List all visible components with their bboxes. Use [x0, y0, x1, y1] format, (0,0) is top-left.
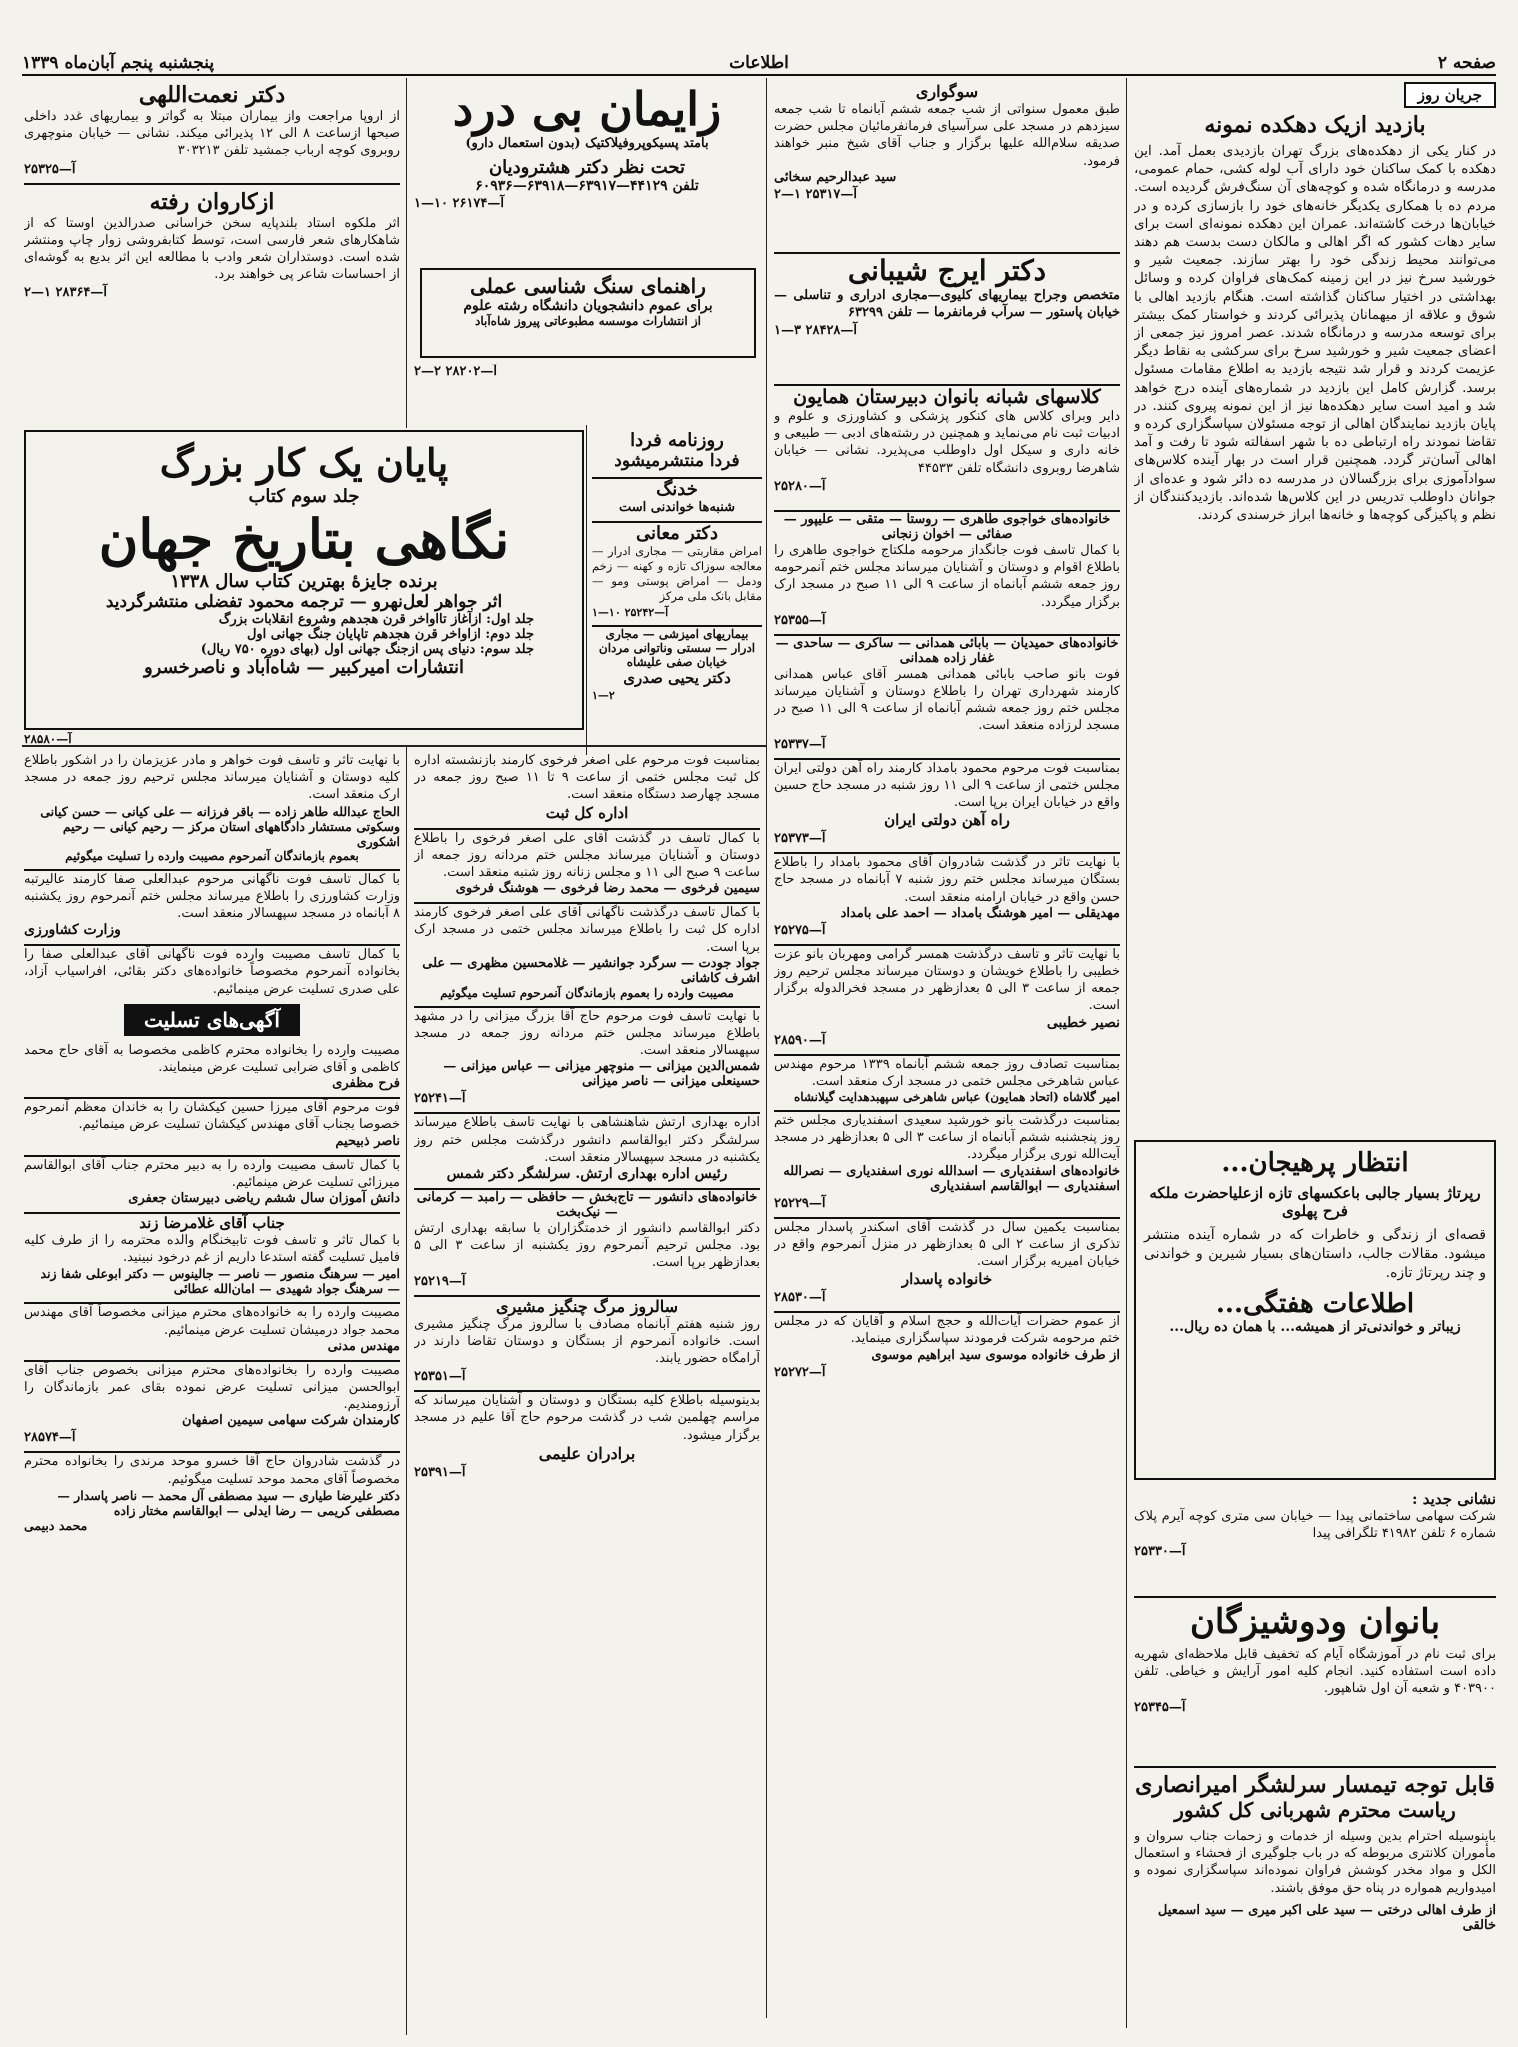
- ad-childbirth: [414, 82, 760, 262]
- notice-ref: آ—۲۵۲۴۱: [414, 1091, 466, 1107]
- notice-signature: رئیس اداره بهداری ارتش. سرلشگر دکتر شمس: [446, 1166, 728, 1183]
- notice-body: فوت مرحوم آقای میرزا حسین کیکشان را به خاندان معظم آنمرحوم خصوصا بجناب آقای مهندس کیکشان تسلیت عرض مینمائیم.: [24, 1097, 400, 1133]
- ad-doctor-name: تحت نظر دکتر هشترودیان: [488, 157, 686, 178]
- ad-address: خیابان صفی علیشاه: [626, 655, 728, 669]
- notice-title: خانواده‌های حمیدیان — بابائی همدانی — ساکری — ساحدی — غفار زاده همدانی: [775, 635, 1119, 666]
- notice-signature: محمد دبیمی: [24, 1517, 88, 1533]
- notice-body: روز شنبه هفتم آبانماه مصادف با سالروز مرگ چنگیز مشیری است. خانواده آنمرحوم از بستگان و دوستان تقاضا دارند در آرامگاه حضور یابند.: [414, 1316, 760, 1367]
- ad-title: انتظار پرهیجان...: [1221, 1148, 1409, 1178]
- book-prize: برنده جایزهٔ بهترین کتاب سال ۱۳۳۸: [170, 571, 438, 592]
- ad-subtitle: بیماریهای امیزشی — مجاری ادرار — سستی وناتوانی مردان: [592, 625, 762, 655]
- notice-signature: مهدیقلی — امیر هوشنگ بامداد — احمد علی بامداد: [840, 905, 1120, 921]
- masthead: [22, 52, 1496, 76]
- news-column: [1134, 82, 1496, 1130]
- ad-title: کلاسهای شبانه بانوان دبیرستان همایون: [793, 386, 1101, 408]
- ad-title: روزنامه فردا: [630, 430, 724, 451]
- paper-name: اطلاعات: [729, 53, 789, 73]
- ad-ref: آ—۲۵۳۳۰: [1134, 1544, 1186, 1560]
- notice-body: طبق معمول سنواتی از شب جمعه ششم آبانماه تا شب جمعه سیزدهم در مسجد علی سرآسیای فرمانفرمائیان مجلس حضرت صدیقه سلام‌الله علیها برگزار و جناب آقای شیخ منبر خواهند فرمود.: [774, 102, 1120, 169]
- notice-body: با کمال تاسف مصیبت وارده را به دبیر محترم جناب آقای ابوالقاسم میرزائی تسلیت عرض مینمائیم.: [24, 1155, 400, 1191]
- notice-body: فوت بانو صاحب بابائی همدانی همسر آقای عباس همدانی کارمند شهرداری تهران را باطلاع دوستان و آشنایان میرساند مجلس ختم روز جمعه ششم آبانماه از ساعت ۹ الی ۱۱ صبح در مسجد لرزاده منعقد است.: [774, 666, 1120, 734]
- ad-subtitle: بامتد پسیکوپروفیلاکتیک (بدون استعمال دارو): [465, 136, 709, 151]
- article-body: در کنار یکی از دهکده‌های بزرگ تهران بازدیدی بعمل آمد. این دهکده با کمک ساکنان خود دارای آب لوله کشی، حمام عمومی، مدرسه و درمانگاه شده و کوچه‌های آن سنگ‌فرش گردیده است. مردم ده با همکاری یکدیگر خانه‌های خود را بازسازی کرده و در خیابان‌ها درخت کاشته‌اند. عمران این دهکده نمونه‌ای است برای سایر دهات کشور که اگر اهالی و مالکان دست بدست هم دهند می‌توانند محیط زندگی خود را بهتر سازند. جمعیت شیر و خورشید سرخ نیز در این زمینه کمک‌های فراوان کرده و وسائل بهداشتی در اختیار ساکنان گذاشته است. هنگام بازدید اهالی با شوق و علاقه از میهمانان پذیرائی کردند و خواستار کمک بیشتر برای توسعه مدرسه و درمانگاه شدند. عصر امروز نیز جمعی از اعضای جمعیت شیر و خورشید سرخ برای سرکشی به نقاط دیگر عزیمت کردند و قرار شد نتیجه بازدید به اطلاع مقامات مسئول برسد. گزارش کامل این بازدید در شماره‌های آینده درج خواهد شد و امید است سایر دهکده‌ها نیز از این نمونه پیروی کنند. در پایان بازدید نمایندگان اهالی از توجه مسئولان سپاسگزاری کرده و تقاضا نمودند راه ارتباطی ده با شهر اسفالته شود تا رفت و آمد اهالی آسان‌تر گردد. همچنین قرار است در بهار آینده کلاس‌های سوادآموزی برای بزرگسالان در مدرسه ده دائر شود و عده‌ای از جوانان داوطلب تدریس در این کلاس‌ها شده‌اند. بازدیدکنندگان از نظم و پاکیزگی کوچه‌ها و خانه‌ها ابراز خرسندی کردند.: [1134, 143, 1496, 524]
- ad-footer-title: اطلاعات هفتگی...: [1215, 1289, 1415, 1319]
- ad-title: نشانی جدید :: [1412, 1490, 1496, 1508]
- notice-body: بمناسبت فوت مرحوم علی اصغر فرخوی کارمند بازنشسته اداره کل ثبت مجلس ختمی از ساعت ۹ تا ۱۱ صبح روز جمعه در مسجد چهارصد دستگاه منعقد است.: [414, 753, 760, 803]
- ad-publisher: از انتشارات موسسه مطبوعاتی پیروز شاه‌آباد: [474, 314, 701, 328]
- notice-body: مصیبت وارده را بخانواده‌های محترم میزانی بخصوص جناب آقای ابوالحسن میزانی تسلیت عرض نموده بقای عمر بازماندگان را آرزومندیم.: [24, 1360, 400, 1414]
- ad-subtitle: فردا منتشرمیشود: [614, 451, 740, 471]
- notice-ref: آ—۲۸۵۷۴: [24, 1430, 76, 1446]
- book-name: نگاهی بتاریخ جهان: [98, 507, 510, 571]
- notice-body: در گذشت شادروان حاج آقا خسرو موحد مرندی را بخانواده محترم مخصوصاً آقای محمد موحد تسلیت میگوئیم.: [24, 1451, 400, 1487]
- book-volume-line: جلد سوم: دنیای پس ازجنگ جهانی اول (بهای دوره ۷۵۰ ریال): [200, 642, 534, 657]
- ad-title: دکتر ایرج شیبانی: [847, 254, 1047, 287]
- notice-ref: آ—۲۵۳۵۱: [414, 1369, 466, 1385]
- ad-subtitle: شنبه‌ها خواندنی است: [618, 500, 736, 515]
- ad-title: بانوان ودوشیزگان: [1189, 1602, 1441, 1642]
- ad-address: [1134, 1490, 1496, 1586]
- notice-signature: برادران علیمی: [538, 1443, 636, 1463]
- ad-ref: آ—۲۵۲۸۰: [774, 478, 826, 494]
- issue-date: پنجشنبه پنجم آبان‌ماه ۱۳۳۹: [22, 53, 215, 73]
- notice-ref: آ—۲۵۲۱۹: [414, 1273, 466, 1289]
- ad-geology-book: [420, 268, 756, 358]
- ad-subtitle: رپرتاژ بسیار جالبی باعکسهای تازه ازعلیاحضرت ملکه فرح پهلوی: [1149, 1184, 1481, 1220]
- notice-signature: کارمندان شرکت سهامی سیمین اصفهان: [182, 1413, 400, 1429]
- notice-ref: آ—۲۵۳۹۱: [414, 1464, 466, 1480]
- ad-title: دکتر معانی: [592, 521, 762, 544]
- notice-title: جناب آقای غلامرضا زند: [24, 1212, 400, 1232]
- ad-ref: آ—۲۵۳۲۵: [24, 161, 76, 177]
- ad-doctor: [774, 252, 1120, 382]
- notice-signature: سیمین فرخوی — محمد رضا فرخوی — هوشنگ فرخوی: [455, 881, 760, 897]
- ad-doctor-name: دکتر یحیی صدری: [623, 669, 731, 687]
- notice-signature: خانواده‌های اسفندیاری — اسدالله نوری اسفندیاری — نصرالله اسفندیاری — ابوالقاسم اسفندیاری: [783, 1163, 1120, 1194]
- ad-body: برای ثبت نام در آموزشگاه آیام که تخفیف قابل ملاحظه‌ای شهریه داده است استفاده کنید. انجام کلیه امور آرایش و خیاطی. تلفن ۴۰۳۹۰۰ و شعبه آن اول شاهپور.: [1134, 1647, 1496, 1697]
- notice-body: بمناسبت یکمین سال در گذشت آقای اسکندر پاسدار مجلس تذکری از ساعت ۲ الی ۵ بعدازظهر در منزل آنمرحوم واقع در خیابان امیریه برگزار است.: [774, 1217, 1120, 1271]
- notice-signature: راه آهن دولتی ایران: [884, 811, 1010, 830]
- notice-body: مصیبت وارده را بخانواده محترم کاظمی مخصوصا به آقای حاج محمد کاظمی و آقای ضرابی تسلیت عرض مینمایند.: [24, 1042, 400, 1076]
- notice-body: دکتر ابوالقاسم دانشور از خدمتگزاران با سابقه بهداری ارتش بود. مجلس ترحیم آنمرحوم روز یکشنبه از ساعت ۳ الی ۵ بعدازظهر برپا است.: [414, 1221, 760, 1271]
- notice-title: خانواده‌های دانشور — تاج‌بخش — حافظی — رامبد — کرمانی — نیک‌بخت: [414, 1188, 760, 1220]
- ad-body: امراض مقاربتی — مجاری ادرار — معالجه سوزاک تازه و کهنه — زخم ودمل — امراض پوستی ومو — مقابل بانک ملی مرکز: [592, 544, 762, 603]
- notice-ref: آ—۲۵۳۵۵: [774, 612, 826, 628]
- notice-signature: دکتر علیرضا طیاری — سید مصطفی آل محمد — ناصر پاسدار — مصطفی کریمی — رضا ایدلی — ابوالقاسم مختار زاده: [57, 1487, 400, 1518]
- notice-ref: آ—۲۵۳۱۷ ۱—۲: [774, 186, 858, 202]
- ad-body: متخصص وجراح بیماریهای کلیوی—مجاری ادراری و تناسلی — خیابان پاستور — سرآب فرمانفرما — تلفن ۶۳۲۹۹: [774, 288, 1120, 321]
- ad-volume: جلد سوم کتاب: [248, 486, 360, 507]
- ad-ref: آ—۲۸۳۶۴ ۱—۲: [24, 285, 108, 301]
- notice-ref: آ—۲۸۵۹۰: [774, 1032, 826, 1048]
- ad-body: باینوسیله احترام بدین وسیله از خدمات و زحمات جناب سروان و مأموران کلانتری مربوطه که در باب جلوگیری از فحشاء و استعمال الکل و مواد مخدر کوشش فراوان نموده‌اند سپاسگزاری نموده و امیدواریم همواره در پناه حق موفق باشند.: [1134, 1829, 1496, 1896]
- notice-title: سالروز مرگ چنگیز مشیری: [414, 1295, 760, 1316]
- ad-thanks: [1134, 1766, 1496, 2028]
- notice-signature: مهندس مدنی: [327, 1338, 400, 1354]
- notice-signature: خانواده پاسدار: [901, 1270, 993, 1289]
- notice-signature: امیر — سرهنگ منصور — ناصر — جالینوس — دکتر ابوعلی شفا زند — سرهنگ جواد شهیدی — امان‌الله عطائی: [40, 1266, 400, 1297]
- notice-signature: وزارت کشاورزی: [24, 922, 121, 939]
- ad-title: زایمان بی درد: [452, 82, 722, 136]
- notice-ref: آ—۲۵۲۲۹: [774, 1195, 826, 1211]
- section-banner: آگهی‌های تسلیت: [124, 1004, 300, 1036]
- notice-body: با کمال تاسف فوت ناگهانی مرحوم عبدالعلی صفا کارمند عالیرتبه وزارت کشاورزی را باطلاع میرساند مجلس ختم آنمرحوم روز یکشنبه ۸ آبانماه در مسجد سپهسالار منعقد است.: [24, 869, 400, 923]
- notice-ref: آ—۲۸۵۳۰: [774, 1290, 826, 1306]
- notice-condolence: مصیبت وارده را بعموم بازماندگان آنمرحوم تسلیت میگوئیم: [440, 985, 734, 1000]
- column-tag: جریان روز: [1404, 82, 1496, 108]
- notice-signature: سید عبدالرحیم سخائی: [774, 169, 897, 185]
- notice-signature: فرح مظفری: [332, 1076, 400, 1092]
- notice-body: از عموم حضرات آیات‌الله و حجج اسلام و آقایان که در مجلس ختم مرحومه شرکت فرمودند سپاسگزاری مینماید.: [774, 1311, 1120, 1347]
- notice-body: بدینوسیله باطلاع کلیه بستگان و دوستان و آشنایان میرساند که مراسم چهلمین شب در گذشت مرحوم حاج آقا علیم در مسجد برگزار میشود.: [414, 1390, 760, 1444]
- ad-magazine: [1134, 1140, 1496, 1480]
- notice-body: بمناسبت درگذشت بانو خورشید سعیدی اسفندیاری مجلس ختم روز پنجشنبه ششم آبانماه از ساعت ۳ الی ۵ بعدازظهر در مسجد آیت‌الله نوری برگزار میگردد.: [774, 1110, 1120, 1164]
- book-publisher: انتشارات امیرکبیر — شاه‌آباد و ناصرخسرو: [143, 657, 465, 678]
- ad-title: پایان یک کار بزرگ: [159, 440, 449, 485]
- ad-title: قابل توجه تیمسار سرلشگر امیرانصاری: [1135, 1772, 1495, 1798]
- notice-title: سوگواری: [915, 82, 979, 101]
- ad-ref: ۱—۲: [592, 689, 615, 702]
- notice-signature: دانش آموزان سال ششم ریاضی دبیرستان جعفری: [128, 1191, 400, 1207]
- ad-book: [24, 430, 584, 730]
- notice-body: با نهایت تاسف فوت مرحوم حاج آقا بزرگ میزانی را در مشهد باطلاع میرساند مجلس ختم مردانه روز جمعه در مسجد سپهسالار منعقد است.: [414, 1006, 760, 1060]
- obituary-column: [24, 752, 400, 2022]
- article-headline: بازدید ازیک دهکده نمونه: [1204, 112, 1426, 138]
- ad-phone: تلفن ۴۴۱۲۹—۶۳۹۱۷—۶۳۹۱۸—۶۰۹۳۶: [475, 178, 699, 194]
- notice-signature: شمس‌الدین میزانی — منوچهر میزانی — عباس میزانی — حسینعلی میزانی — ناصر میزانی: [443, 1059, 760, 1090]
- notice-body: با کمال تاسف در گذشت آقای علی اصغر فرخوی را باطلاع دوستان و آشنایان میرساند مجلس ختم مردانه روز جمعه از ساعت ۹ صبح الی ۱۱ و مجلس زنانه روز شنبه منعقد است.: [414, 828, 760, 882]
- notice-body: بمناسبت تصادف روز جمعه ششم آبانماه ۱۳۳۹ مرحوم مهندس عباس شاهرخی مجلس ختمی در مسجد ارک منعقد است.: [774, 1054, 1120, 1090]
- notice-ref: آ—۲۵۳۳۷: [774, 736, 826, 752]
- ad-ref: آ—۲۵۲۴۲ ۱۰—۱: [592, 606, 669, 619]
- notice-body: با نهایت تاثر در گذشت شادروان آقای محمود بامداد را باطلاع بستگان میرساند مجلس ختم روز شنبه ۷ آبانماه در مسجد حاج حسن واقع در خیابان ارامنه منعقد است.: [774, 852, 1120, 906]
- notice-body: با کمال تاسف مصیبت وارده فوت ناگهانی آقای عبدالعلی صفا را بخانواده آنمرحوم مخصوصاً خانواده‌های دکتر بقائی، افراسیاب آزاد، علی صدری تسلیت عرض مینمائیم.: [24, 944, 400, 998]
- notice-body: با نهایت تاثر و تاسف فوت خواهر و مادر عزیزمان را در اشکور باطلاع کلیه دوستان و آشنایان میرساند مجلس ترحیم روز جمعه در مسجد ارک منعقد است.: [24, 753, 400, 803]
- ad-body: شرکت سهامی ساختمانی پیدا — خیابان سی متری کوچه آیرم پلاک شماره ۶ تلفن ۴۱۹۸۲ تلگرافی پیدا: [1134, 1509, 1496, 1542]
- notice-body: بمناسبت فوت مرحوم محمود بامداد کارمند راه آهن دولتی ایران مجلس ختمی از ساعت ۹ الی ۱۱ روز شنبه در مسجد حاج حسین واقع در خیابان ایران برپا است.: [774, 758, 1120, 812]
- notice-condolence: بعموم بازماندگان آنمرحوم مصیبت وارده را تسلیت میگوئیم: [65, 848, 359, 863]
- notice-signature: جواد جودت — سرگرد جوانشیر — غلامحسین مظهری — علی اشرف کاشانی: [422, 955, 760, 986]
- ad-ref: آ—۲۶۱۷۴ ۱۰—۱: [414, 196, 505, 211]
- notice-signature: الحاج عبدالله طاهر زاده — باقر فرزانه — علی کیانی — حسن کیانی وسکوتی مستشار دادگاههای استان مرکز — رحیم کیانی — رحیم اشکوری: [40, 803, 400, 849]
- notice-title: خانواده‌های خواجوی طاهری — روستا — متقی — علیپور — صفائی — اخوان زنجانی: [774, 510, 1120, 542]
- obituary-column: [774, 510, 1120, 2020]
- ad-title: ازکاروان رفته: [24, 183, 400, 215]
- notice-body: با کمال تاسف درگذشت ناگهانی آقای علی اصغر فرخوی کارمند اداره کل ثبت را باطلاع میرساند مجلس ختمی در مسجد ارک برپا است.: [414, 902, 760, 956]
- notice-body: با کمال تاسف فوت جانگداز مرحومه ملکتاج خواجوی طاهری را باطلاع اقوام و دوستان و آشنایان میرساند مجلس ختم آنمرحومه روز جمعه ششم آبانماه از ساعت ۹ الی ۱۱ صبح در مسجد ارک برگزار میگردد.: [774, 543, 1120, 610]
- book-volume-line: جلد دوم: ازاواخر قرن هجدهم تاپایان جنگ جهانی اول: [246, 627, 534, 642]
- notice-signature: نصیر خطیبی: [1046, 1014, 1120, 1031]
- ad-body: از اروپا مراجعت واز بیماران مبتلا به گواتر و بیماریهای غدد داخلی صبحها ازساعت ۸ الی ۱۲ پذیرائی میکند. نشانی — خیابان منوچهری روبروی کوچه ارباب جمشید تلفن ۳۰۳۲۱۳: [24, 109, 400, 159]
- ad-signature: از طرف اهالی درختی — سید علی اکبر میری — سید اسمعیل خالقی: [1157, 1902, 1496, 1933]
- notice-body: با نهایت تاثر و تاسف درگذشت همسر گرامی ومهربان بانو عزت خطیبی را باطلاع خویشان و دوستان میرساند مجلس ترحیم روز جمعه از ساعت ۳ الی ۵ بعدازظهر در مسجد فخرالدوله برگزار است.: [774, 944, 1120, 1015]
- ad-classes: [774, 384, 1120, 504]
- ad-ref: آ—۲۵۳۴۵: [1134, 1699, 1186, 1715]
- obituary-column: [414, 752, 760, 2022]
- ad-ref: آ—۲۸۵۸۰: [24, 732, 72, 746]
- notice-body: اداره بهداری ارتش شاهنشاهی با نهایت تاسف باطلاع میرساند سرلشگر دکتر ابوالقاسم دانشور درگذشت مجلس ختم روز یکشنبه در مسجد سپهسالار منعقد است.: [414, 1112, 760, 1166]
- ad-column: [24, 82, 400, 422]
- notice-ref: آ—۲۵۲۷۵: [774, 922, 826, 938]
- small-ads: [592, 430, 762, 745]
- book-volume-line: جلد اول: ازآغاز تااواخر قرن هجدهم وشروع انقلابات بزرگ: [218, 612, 534, 627]
- ad-title: راهنمای سنگ شناسی عملی: [470, 274, 706, 298]
- notice-signature: اداره کل ثبت: [545, 803, 629, 822]
- ad-body: اثر ملکوه استاد بلندپایه سخن خراسانی صدرالدین اوستا که از شاهکارهای شعر فارسی است، توسط کتابفروشی زوار چاپ ومنتشر شده است. دوستداران شعر وادب با مطالعه این اثر بدیع به گوشه‌ای از احساسات شاعر پی خواهند برد.: [24, 215, 400, 283]
- ad-subtitle: ریاست محترم شهربانی کل کشور: [1174, 1798, 1456, 1822]
- notice-signature: از طرف خانواده موسوی سید ابراهیم موسوی: [871, 1347, 1120, 1363]
- ad-title: خدنگ: [592, 477, 762, 500]
- ad-ladies: [1134, 1596, 1496, 1756]
- notice-ref: آ—۲۵۳۷۳: [774, 831, 826, 847]
- book-author: اثر جواهر لعل‌نهرو — ترجمه محمود تفضلی منتشرگردید: [105, 592, 503, 612]
- ad-ref: آ—۲۸۴۲۸ ۳—۱: [774, 323, 858, 339]
- ad-body: قصه‌ای از زندگی و خاطرات که در شماره آینده منتشر میشود. مقالات جالب، داستان‌های بسیار شیرین و خواندنی و چند رپرتاژ تازه.: [1144, 1227, 1486, 1281]
- ad-body: دایر وبرای کلاس های کنکور پزشکی و کشاورزی و علوم و ادبیات ثبت نام می‌نماید و همچنین در رشته‌های ادبی — طبیعی و خانه داری و سیکل اول داوطلب می‌پذیرد. نشانی — خیابان شاهرضا روبروی دانشگاه تلفن ۴۴۵۳۳: [774, 409, 1120, 476]
- notice-signature: امیر گلاشاه (اتحاد همایون) عباس شاهرخی سپهبدهدایت گیلانشاه: [793, 1090, 1120, 1105]
- notice-mourning: [774, 82, 1120, 252]
- notice-signature: ناصر ذبیحیم: [335, 1133, 400, 1149]
- ad-ref: آ—۲۸۲۰۲ ۲—۲: [414, 364, 498, 379]
- ad-footer-text: زیباتر و خواندنی‌تر از همیشه... با همان ده ریال...: [1169, 1319, 1461, 1335]
- notice-body: مصیبت وارده را به خانواده‌های محترم میزانی مخصوصاً آقای مهندس محمد جواد درمیشان تسلیت عرض مینمائیم.: [24, 1302, 400, 1338]
- notice-ref: آ—۲۵۲۷۲: [774, 1364, 826, 1380]
- page-number: صفحه ۲: [1437, 53, 1496, 73]
- ad-subtitle: برای عموم دانشجویان دانشگاه رشته علوم: [463, 298, 713, 314]
- notice-body: با کمال تاثر و تاسف فوت تابیخنگام والده محترمه را از طرف کلیه فامیل تسلیت گفته استدعا داریم از غم درخود نبینید.: [24, 1233, 400, 1266]
- ad-title: دکتر نعمت‌اللهی: [138, 82, 286, 108]
